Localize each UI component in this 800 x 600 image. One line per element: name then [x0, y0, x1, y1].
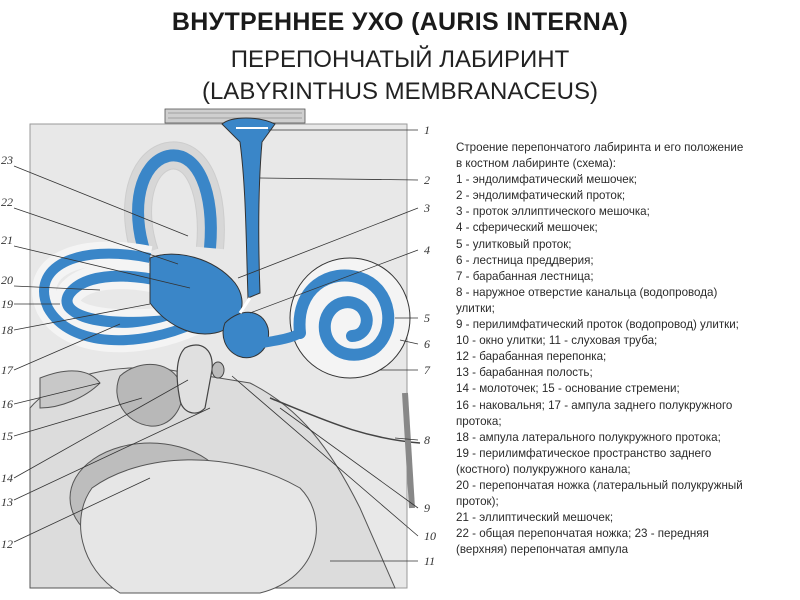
legend-line: 4 - сферический мешочек;	[456, 221, 598, 235]
diagram-label-9: 9	[424, 501, 430, 515]
diagram-label-6: 6	[424, 337, 430, 351]
diagram-label-4: 4	[424, 243, 430, 257]
diagram-label-18: 18	[1, 323, 13, 337]
legend-line: 6 - лестница преддверия;	[456, 253, 594, 267]
diagram-label-10: 10	[424, 529, 436, 543]
diagram-label-23: 23	[1, 153, 13, 167]
legend-line: проток);	[456, 495, 499, 509]
legend-line: 5 - улитковый проток;	[456, 237, 572, 251]
legend-line: 9 - перилимфатический проток (водопровод) улитки;	[456, 318, 739, 332]
diagram-label-12: 12	[1, 537, 13, 551]
legend-line: 20 - перепончатая ножка (латеральный полукружный	[456, 478, 743, 492]
diagram-label-2: 2	[424, 173, 430, 187]
legend-line: Строение перепончатого лабиринта и его положение	[456, 141, 744, 154]
legend-line: 18 - ампула латерального полукружного протока;	[456, 430, 721, 444]
diagram-label-5: 5	[424, 311, 430, 325]
legend-line: 1 - эндолимфатический мешочек;	[456, 173, 637, 187]
diagram-label-1: 1	[424, 123, 430, 137]
diagram-label-11: 11	[424, 554, 436, 568]
page-title: ВНУТРЕННЕЕ УХО (AURIS INTERNA)	[171, 8, 629, 36]
diagram-label-14: 14	[1, 471, 13, 485]
legend-line: 14 - молоточек; 15 - основание стремени;	[456, 382, 680, 396]
legend-line: улитки;	[456, 301, 495, 315]
diagram-label-17: 17	[1, 363, 13, 377]
legend-line: 13 - барабанная полость;	[456, 366, 593, 380]
legend-line: 3 - проток эллиптического мешочка;	[456, 205, 650, 219]
diagram-label-15: 15	[1, 429, 13, 443]
diagram-label-21: 21	[1, 233, 13, 247]
labyrinth-diagram	[0, 108, 456, 600]
legend-line: 7 - барабанная лестница;	[456, 269, 594, 283]
subtitle-line-2: (LABYRINTHUS MEMBRANACEUS)	[201, 78, 599, 105]
legend-line: 12 - барабанная перепонка;	[456, 350, 607, 364]
diagram-label-3: 3	[424, 201, 430, 215]
legend-line: 8 - наружное отверстие канальца (водопровода)	[456, 285, 718, 299]
right-labels	[423, 123, 436, 568]
subtitle-line-1: ПЕРЕПОНЧАТЫЙ ЛАБИРИНТ	[230, 46, 570, 73]
diagram-label-7: 7	[424, 363, 430, 377]
diagram-label-8: 8	[424, 433, 430, 447]
legend	[456, 140, 796, 558]
diagram-label-20: 20	[1, 273, 13, 287]
diagram-label-13: 13	[1, 495, 13, 509]
legend-line: 10 - окно улитки; 11 - слуховая труба;	[456, 334, 658, 348]
legend-line: 2 - эндолимфатический проток;	[456, 189, 626, 203]
left-labels	[1, 153, 14, 551]
legend-line: протока;	[456, 414, 502, 428]
diagram-label-16: 16	[1, 397, 13, 411]
diagram-label-19: 19	[1, 297, 13, 311]
diagram-label-22: 22	[1, 195, 13, 209]
legend-line: 16 - наковальня; 17 - ампула заднего полукружного	[456, 398, 733, 412]
legend-line: в костном лабиринте (схема):	[456, 157, 616, 171]
legend-line: (верхняя) перепончатая ампула	[456, 543, 629, 557]
legend-line: 19 - перилимфатическое пространство заднего	[456, 446, 712, 460]
legend-line: 21 - эллиптический мешочек;	[456, 511, 614, 525]
legend-line: 22 - общая перепончатая ножка; 23 - передняя	[456, 527, 709, 541]
legend-line: (костного) полукружного канала;	[456, 462, 631, 476]
